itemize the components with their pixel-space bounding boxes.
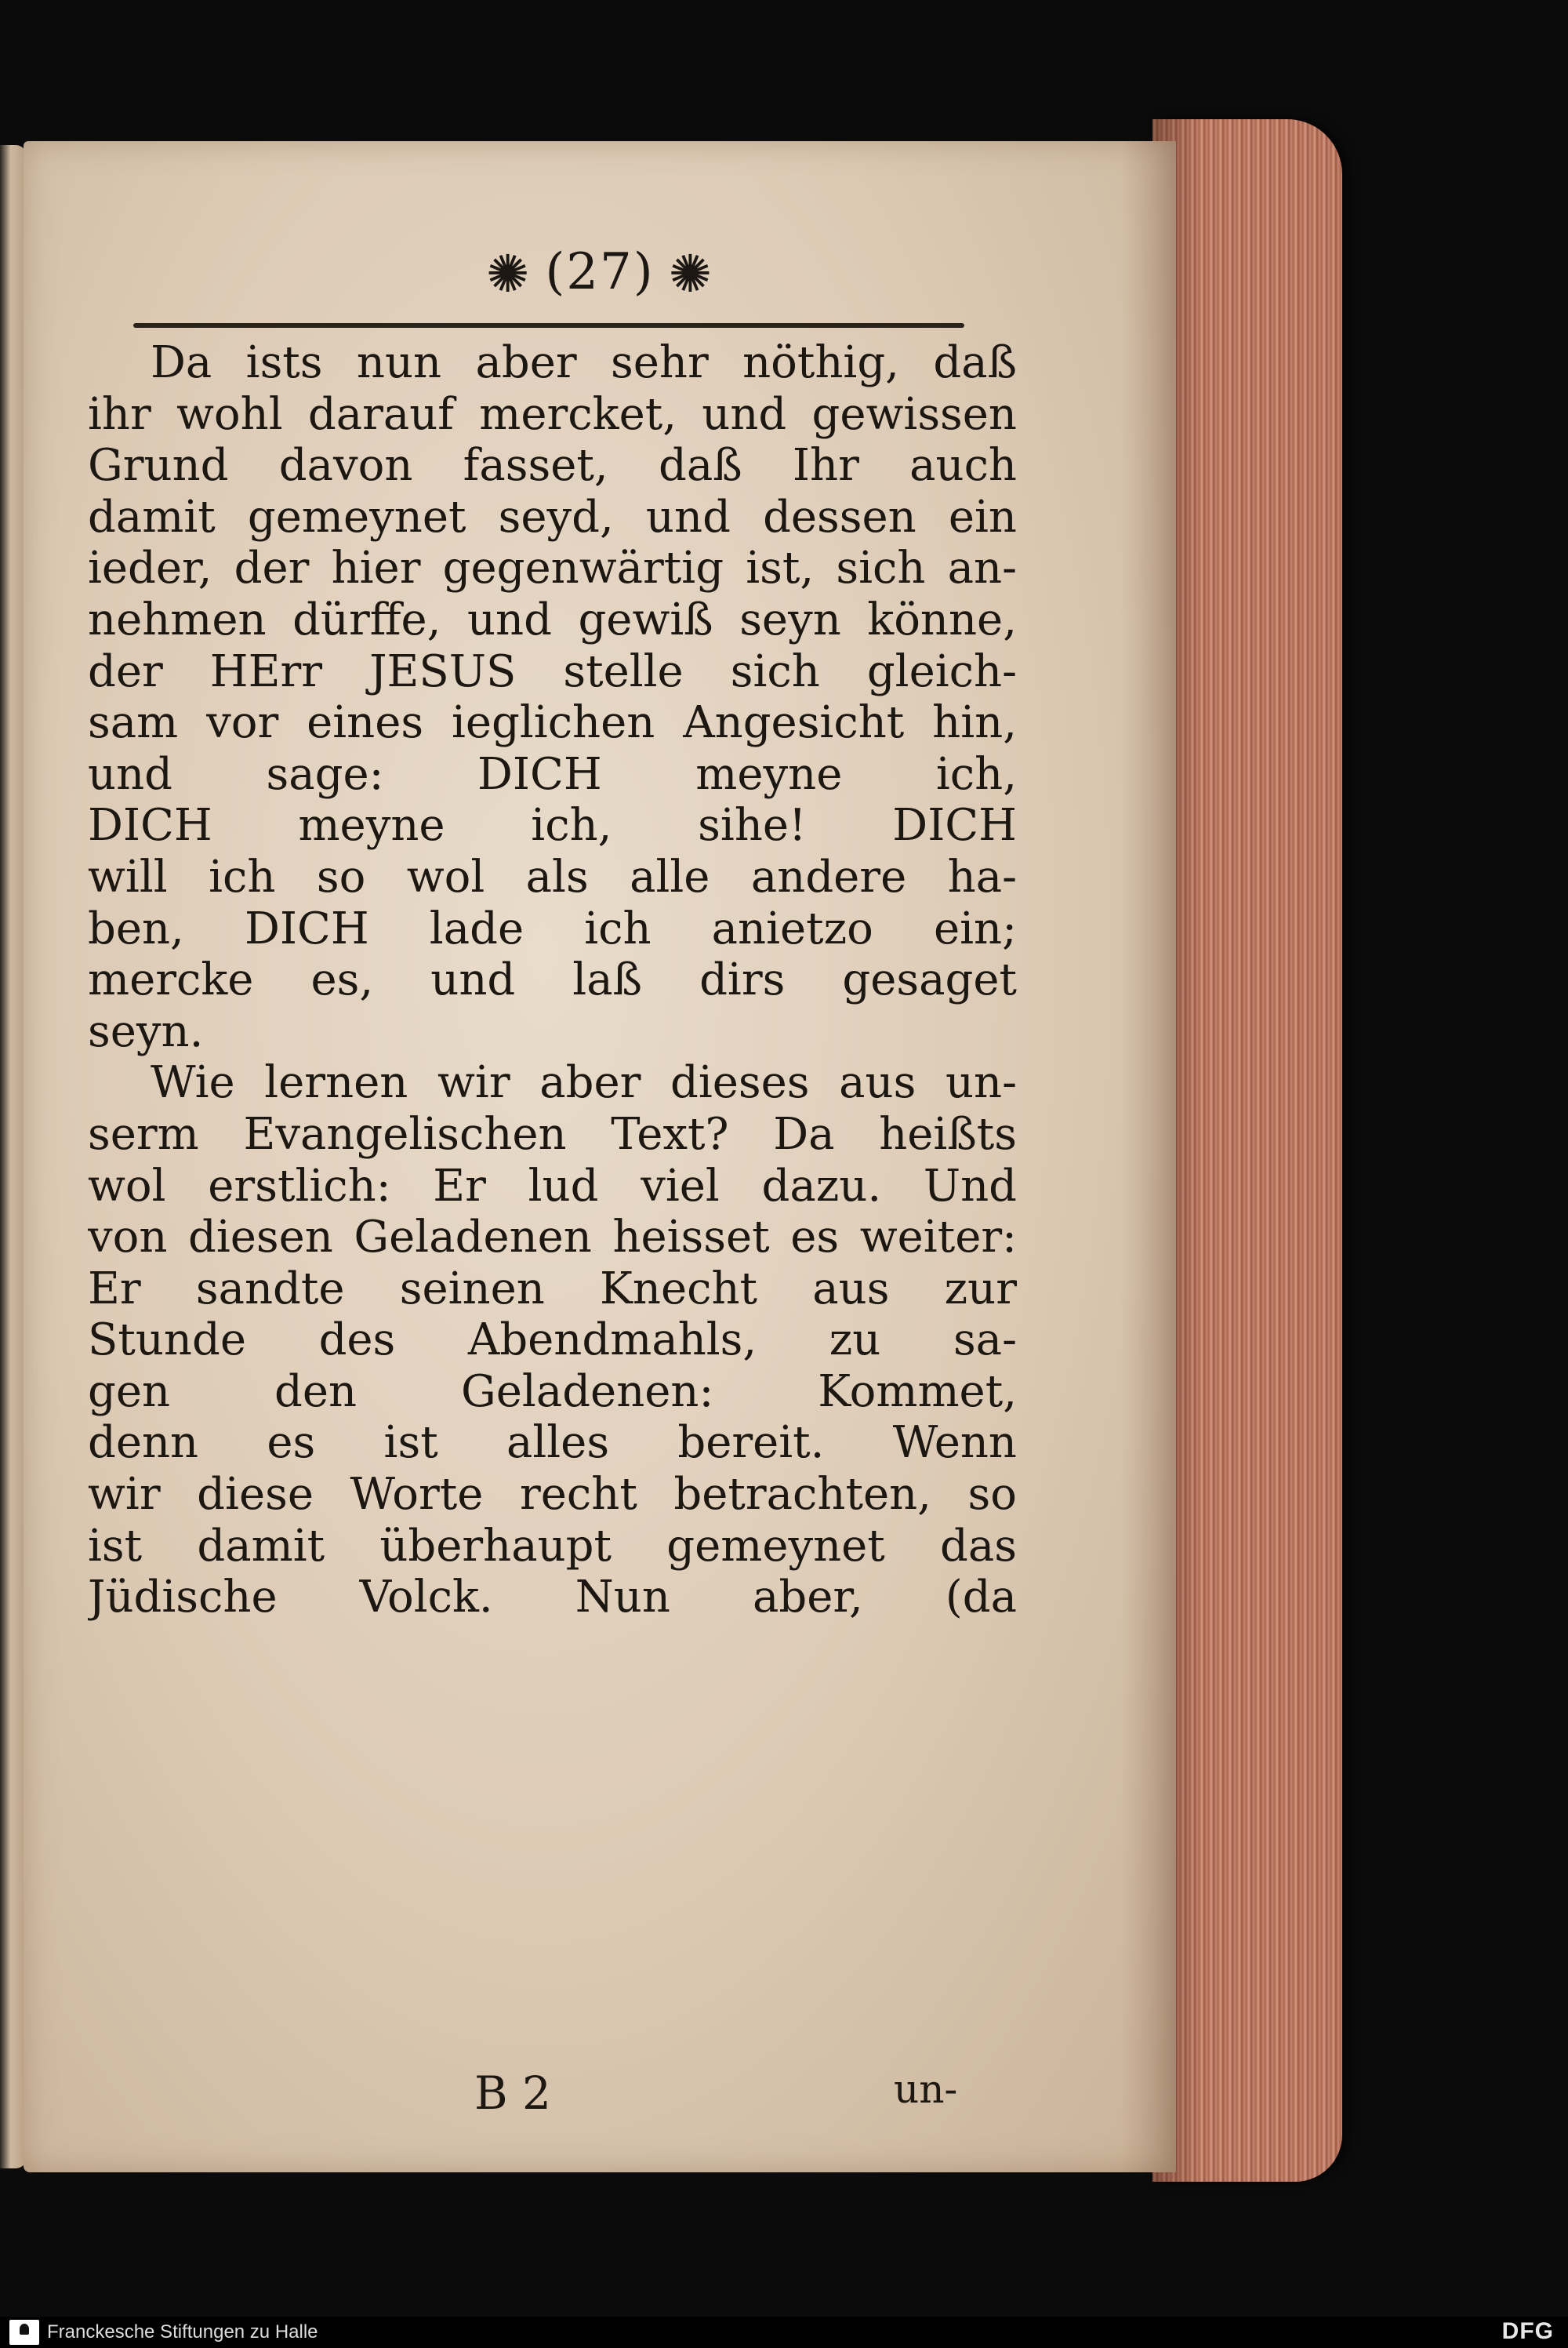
text-line: serm Evangelischen Text? Da heißts <box>88 1108 1017 1160</box>
text-line: Stunde des Abendmahls, zu sa- <box>88 1314 1017 1366</box>
institution-logo-icon <box>9 2320 39 2345</box>
text-line: Da ists nun aber sehr nöthig, daß <box>151 337 1017 388</box>
text-line: Grund davon fasset, daß Ihr auch <box>88 440 1017 492</box>
text-line: mercke es, und laß dirs gesaget <box>88 954 1017 1006</box>
ornament-right-icon: ✺ <box>668 244 713 304</box>
text-line: von diesen Geladenen heisset es weiter: <box>88 1212 1017 1263</box>
text-line: ieder, der hier gegenwärtig ist, sich an- <box>88 543 1017 594</box>
page-header <box>24 243 1176 304</box>
text-line: damit gemeynet seyd, und dessen ein <box>88 491 1017 543</box>
text-line: seyn. <box>88 1005 204 1057</box>
body-text <box>88 337 1017 1623</box>
left-page-edge <box>0 145 27 2168</box>
text-line: und sage: DICH meyne ich, <box>88 748 1017 800</box>
institution-name: Franckesche Stiftungen zu Halle <box>47 2321 318 2343</box>
text-line: ihr wohl darauf mercket, und gewissen <box>88 388 1017 440</box>
book-page <box>24 141 1176 2172</box>
text-line: Wie lernen wir aber dieses aus un- <box>151 1057 1017 1109</box>
text-line: wir diese Worte recht betrachten, so <box>88 1469 1017 1521</box>
text-line: der HErr JESUS stelle sich gleich- <box>88 645 1017 697</box>
text-line: denn es ist alles bereit. Wenn <box>88 1417 1017 1469</box>
header-rule <box>133 323 964 328</box>
text-line: DICH meyne ich, sihe! DICH <box>88 800 1017 852</box>
text-line: will ich so wol als alle andere ha- <box>88 851 1017 903</box>
text-line: Jüdische Volck. Nun aber, (da <box>88 1572 1017 1623</box>
page-number: (27) <box>545 243 655 301</box>
signature-mark: B 2 <box>474 2066 551 2120</box>
text-line: ist damit überhaupt gemeynet das <box>88 1520 1017 1572</box>
text-line: ben, DICH lade ich anietzo ein; <box>88 903 1017 954</box>
text-line: sam vor eines ieglichen Angesicht hin, <box>88 697 1017 749</box>
catchword: un- <box>894 2066 958 2112</box>
text-line: gen den Geladenen: Kommet, <box>88 1365 1017 1417</box>
funder-logo: DFG <box>1501 2318 1554 2344</box>
text-line: Er sandte seinen Knecht aus zur <box>88 1263 1017 1314</box>
ornament-left-icon: ✺ <box>486 244 532 304</box>
text-line: nehmen dürffe, und gewiß seyn könne, <box>88 594 1017 645</box>
text-line: wol erstlich: Er lud viel dazu. Und <box>88 1160 1017 1212</box>
